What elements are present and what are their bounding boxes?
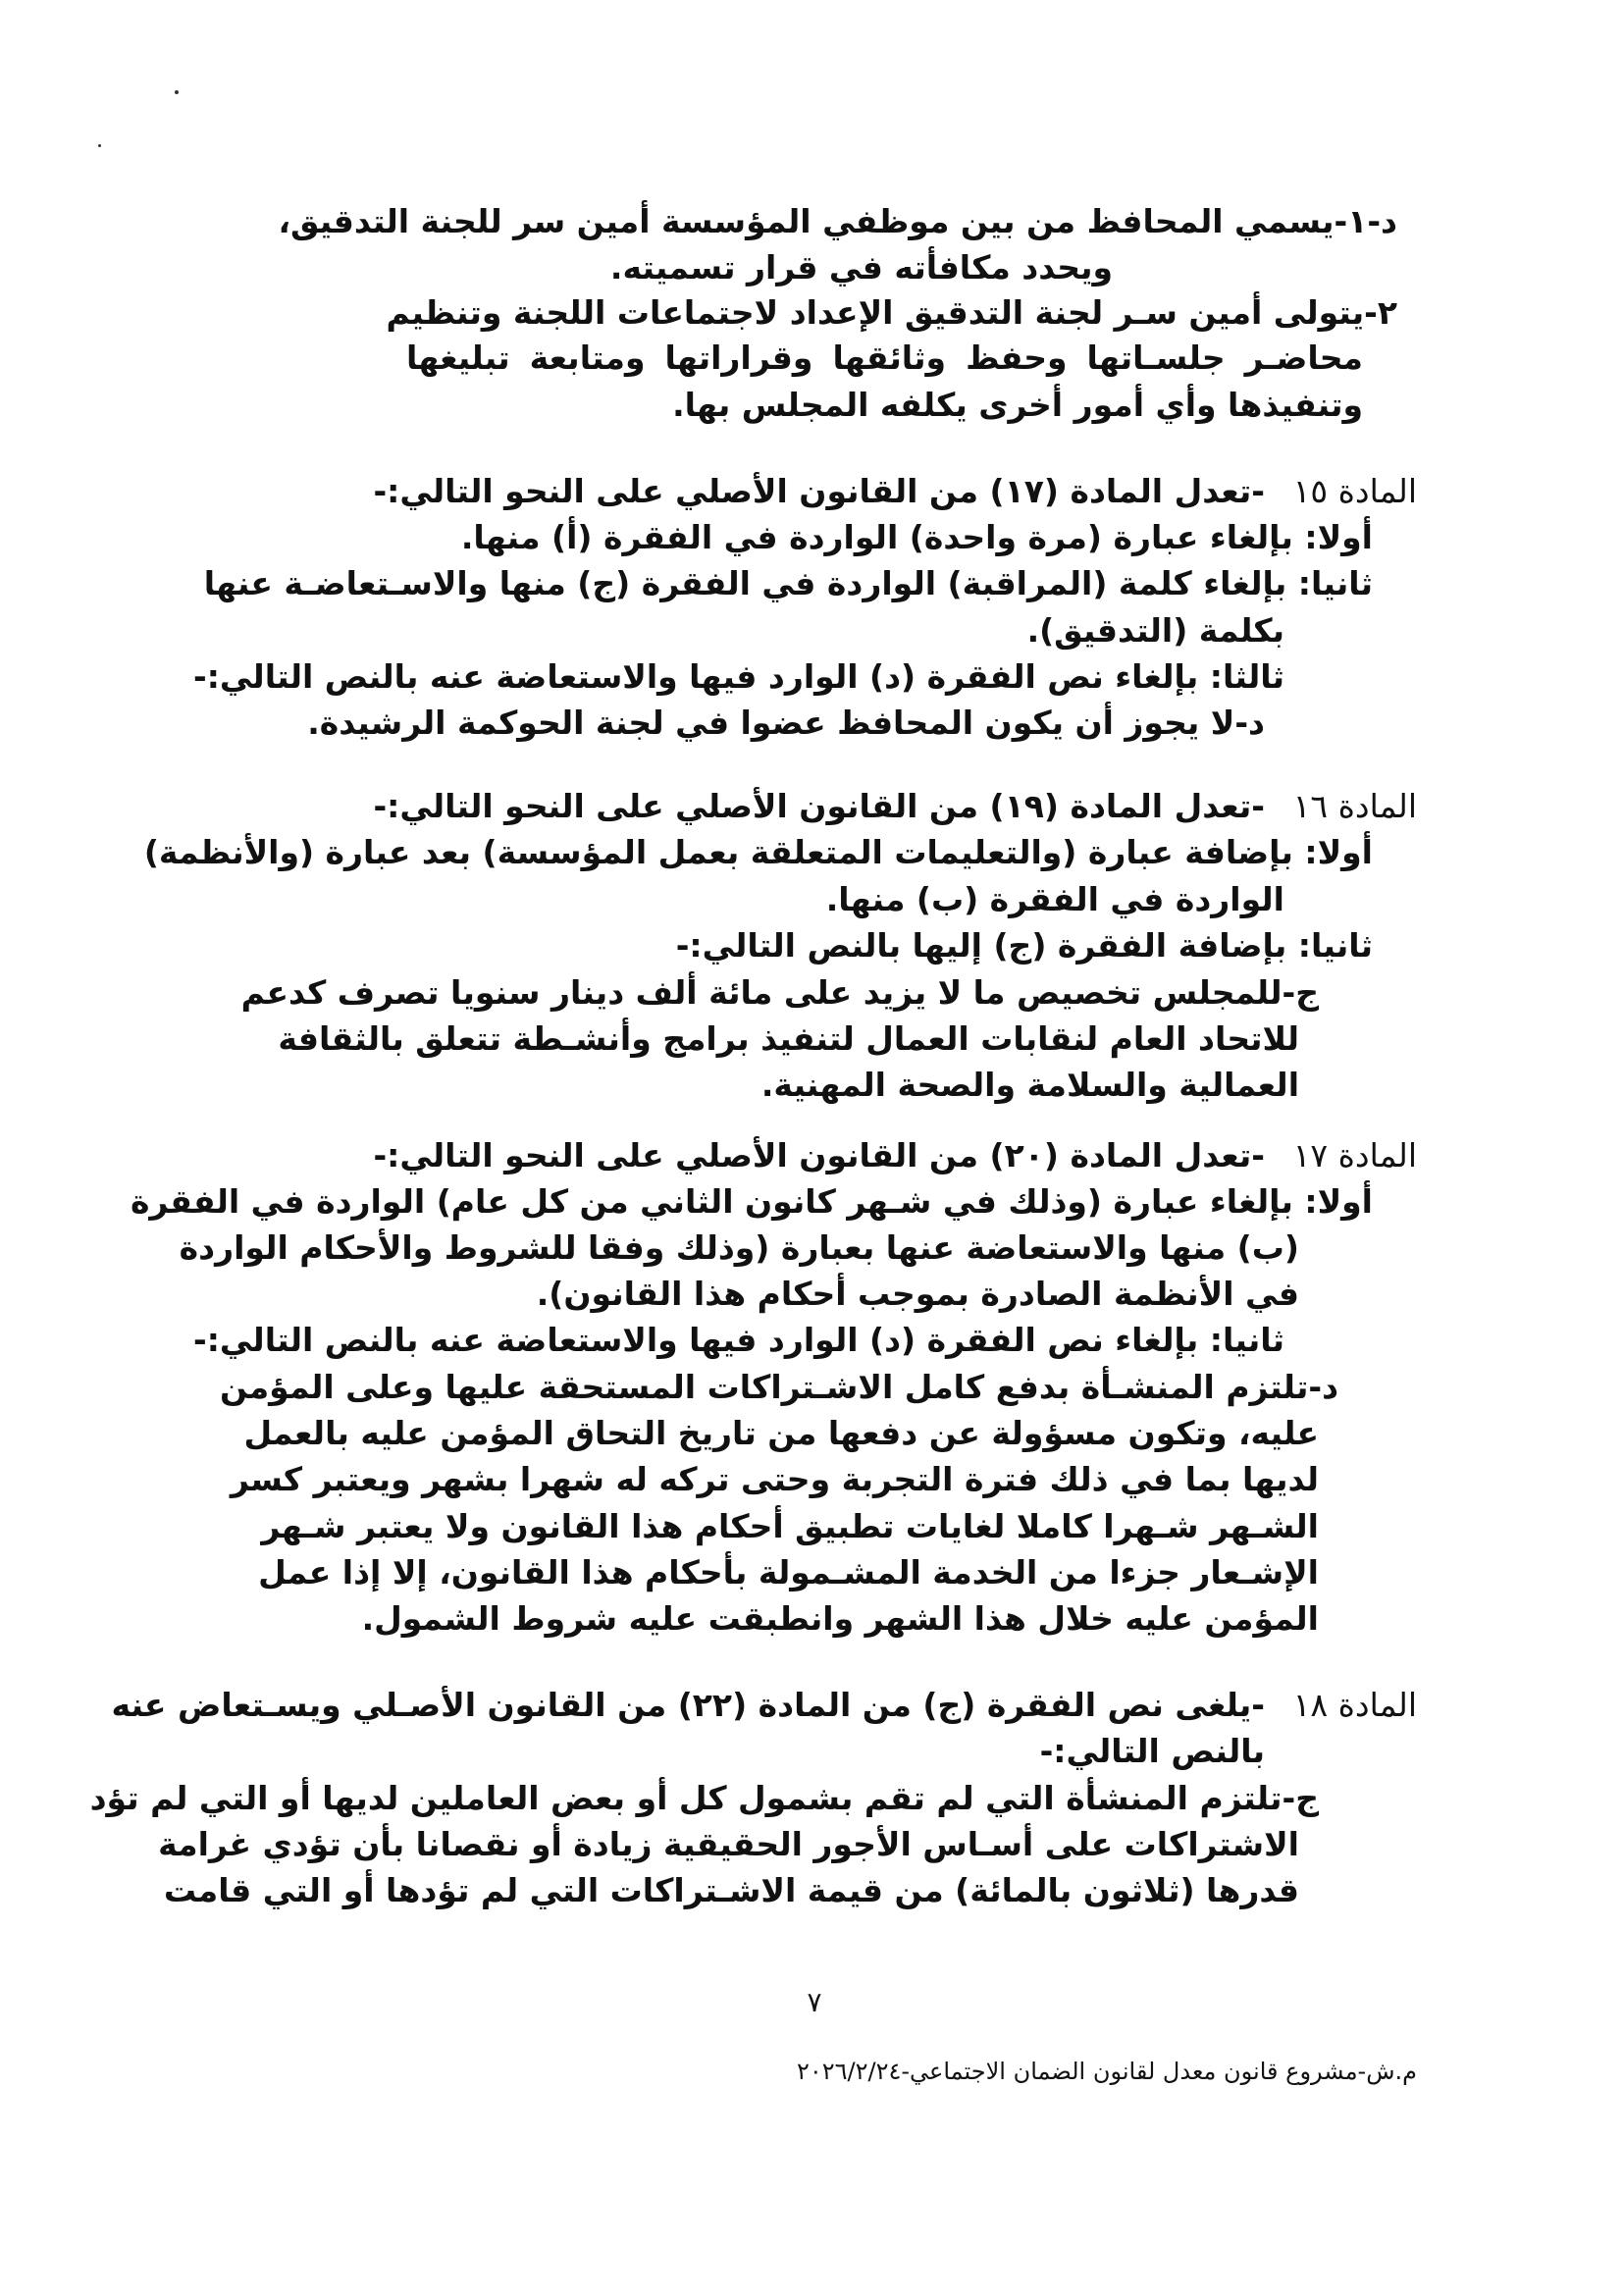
text-line: -تعدل المادة (١٧) من القانون الأصلي على النحو التالي:-	[373, 472, 1265, 510]
text-line: أولا: بإلغاء عبارة (مرة واحدة) الواردة في الفقرة (أ) منها.	[460, 518, 1373, 556]
scan-speck	[98, 144, 101, 147]
text-line: أولا: بإلغاء عبارة (وذلك في شـهر كانون الثاني من كل عام) الواردة في الفقرة	[130, 1182, 1373, 1221]
footer-text: م.ش-مشروع قانون معدل لقانون الضمان الاجتماعي-٢٠٢٦/٢/٢٤	[796, 2058, 1417, 2085]
text-line: قدرها (ثلاثون بالمائة) من قيمة الاشـتراكات التي لم تؤدها أو التي قامت	[163, 1871, 1299, 1909]
text-line: الشـهر شـهرا كاملا لغايات تطبيق أحكام هذا القانون ولا يعتبر شـهر	[261, 1507, 1319, 1545]
article-label: المادة ١٥	[1292, 472, 1417, 510]
text-line: د-لا يجوز أن يكون المحافظ عضوا في لجنة الحوكمة الرشيدة.	[307, 704, 1265, 742]
text-line: -يلغى نص الفقرة (ج) من المادة (٢٢) من القانون الأصـلي ويسـتعاض عنه	[111, 1686, 1265, 1724]
article-label: المادة ١٧	[1292, 1136, 1417, 1174]
text-line: في الأنظمة الصادرة بموجب أحكام هذا القانون).	[536, 1275, 1299, 1313]
text-line: الاشتراكات على أسـاس الأجور الحقيقية زيادة أو نقصانا بأن تؤدي غرامة	[158, 1825, 1299, 1863]
text-line: -تعدل المادة (١٩) من القانون الأصلي على النحو التالي:-	[373, 787, 1265, 825]
page-number: ٧	[807, 1986, 822, 2018]
text-line: ج-للمجلس تخصيص ما لا يزيد على مائة ألف دينار سنويا تصرف كدعم	[240, 973, 1319, 1012]
text-line: وتنفيذها وأي أمور أخرى يكلفه المجلس بها.	[672, 386, 1363, 424]
text-line: ويحدد مكافأته في قرار تسميته.	[609, 248, 1113, 287]
article-label: المادة ١٨	[1292, 1686, 1417, 1724]
text-line: أولا: بإضافة عبارة (والتعليمات المتعلقة بعمل المؤسسة) بعد عبارة (والأنظمة)	[143, 833, 1373, 871]
text-line: محاضـر جلسـاتها وحفظ وثائقها وقراراتها ومتابعة تبليغها	[406, 339, 1363, 377]
text-line: للاتحاد العام لنقابات العمال لتنفيذ برامج وأنشـطة تتعلق بالثقافة	[278, 1019, 1299, 1058]
text-line: ٢-يتولى أمين سـر لجنة التدقيق الإعداد لاجتماعات اللجنة وتنظيم	[386, 293, 1397, 332]
text-line: د-١-يسمي المحافظ من بين موظفي المؤسسة أمين سر للجنة التدقيق،	[278, 202, 1397, 240]
text-line: بالنص التالي:-	[1039, 1732, 1265, 1770]
text-line: د-تلتزم المنشـأة بدفع كامل الاشـتراكات المستحقة عليها وعلى المؤمن	[220, 1368, 1338, 1406]
text-line: بكلمة (التدقيق).	[1026, 611, 1284, 650]
text-line: المؤمن عليه خلال هذا الشهر وانطبقت عليه شروط الشمول.	[361, 1599, 1319, 1638]
text-line: الإشـعار جزءا من الخدمة المشـمولة بأحكام هذا القانون، إلا إذا عمل	[258, 1553, 1319, 1592]
scan-speck	[175, 90, 179, 94]
article-label: المادة ١٦	[1292, 787, 1417, 825]
text-line: -تعدل المادة (٢٠) من القانون الأصلي على النحو التالي:-	[373, 1136, 1265, 1174]
text-line: عليه، وتكون مسؤولة عن دفعها من تاريخ التحاق المؤمن عليه بالعمل	[243, 1414, 1319, 1452]
text-line: ج-تلتزم المنشأة التي لم تقم بشمول كل أو بعض العاملين لديها أو التي لم تؤد	[89, 1779, 1319, 1817]
text-line: لديها بما في ذلك فترة التجربة وحتى تركه له شهرا بشهر ويعتبر كسر	[230, 1460, 1319, 1498]
text-line: ثالثا: بإلغاء نص الفقرة (د) الوارد فيها والاستعاضة عنه بالنص التالي:-	[193, 657, 1284, 696]
text-line: العمالية والسلامة والصحة المهنية.	[760, 1066, 1299, 1104]
text-line: ثانيا: بإلغاء نص الفقرة (د) الوارد فيها والاستعاضة عنه بالنص التالي:-	[193, 1321, 1284, 1359]
text-line: ثانيا: بإضافة الفقرة (ج) إليها بالنص التالي:-	[675, 926, 1373, 965]
text-line: الواردة في الفقرة (ب) منها.	[825, 880, 1284, 918]
text-line: ثانيا: بإلغاء كلمة (المراقبة) الواردة في الفقرة (ج) منها والاسـتعاضـة عنها	[203, 564, 1373, 602]
text-line: (ب) منها والاستعاضة عنها بعبارة (وذلك وفقا للشروط والأحكام الواردة	[179, 1228, 1299, 1267]
